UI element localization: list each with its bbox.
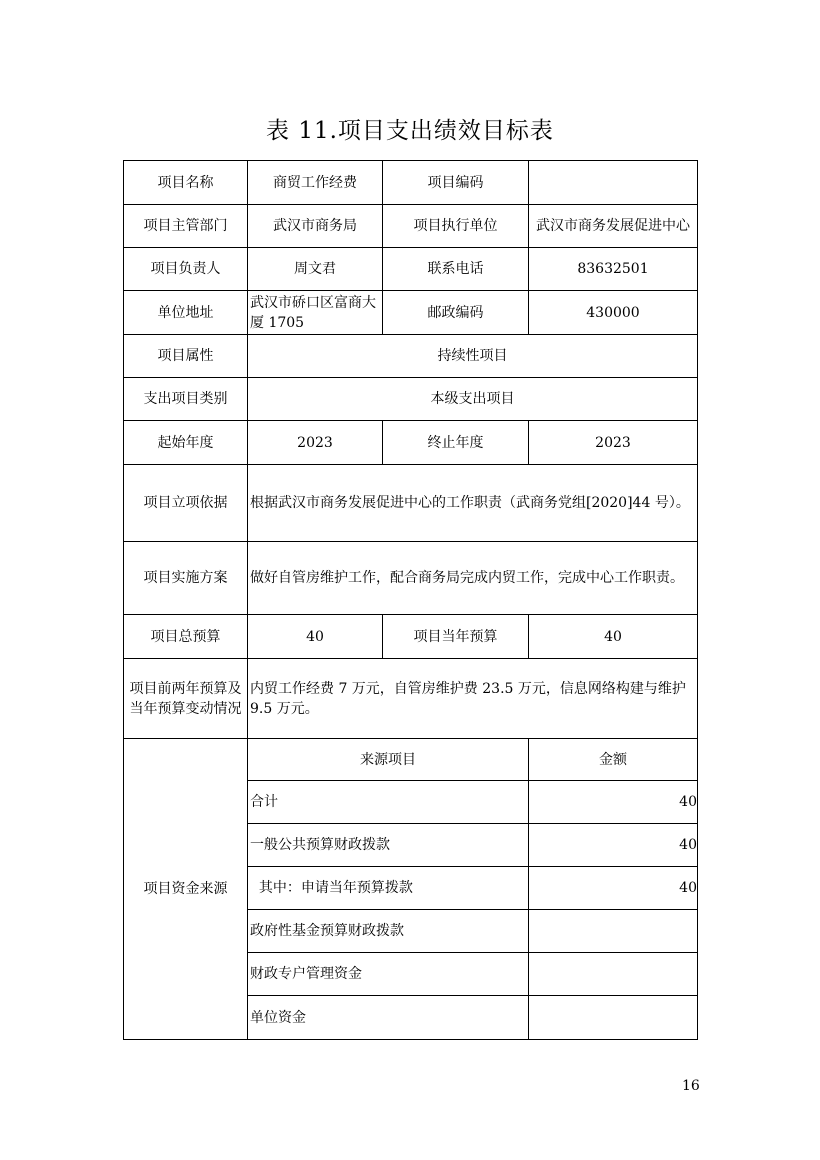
page-title: 表 11.项目支出绩效目标表 [266, 118, 554, 144]
project-name-label: 项目名称 [124, 161, 248, 205]
fund-amount [529, 910, 698, 953]
project-code-value [529, 161, 698, 205]
table-row [124, 248, 698, 291]
exec-unit-value: 武汉市商务发展促进中心 [529, 205, 698, 248]
dept-value: 武汉市商务局 [248, 205, 383, 248]
address-value: 武汉市硚口区富商大厦 1705 [248, 291, 383, 335]
attr-label: 项目属性 [124, 335, 248, 378]
table-row [124, 421, 698, 465]
fund-source: 其中：申请当年预算拨款 [248, 867, 529, 910]
fund-amount: 40 [529, 824, 698, 867]
postcode-value: 430000 [529, 291, 698, 335]
basis-value: 根据武汉市商务发展促进中心的工作职责（武商务党组[2020]44 号）。 [248, 465, 698, 542]
table-row [124, 615, 698, 659]
funds-header-row [124, 739, 698, 781]
fund-source: 财政专户管理资金 [248, 953, 529, 996]
plan-value: 做好自管房维护工作，配合商务局完成内贸工作，完成中心工作职责。 [248, 542, 698, 615]
plan-label: 项目实施方案 [124, 542, 248, 615]
budget-change-label: 项目前两年预算及当年预算变动情况 [124, 659, 248, 739]
fund-amount [529, 996, 698, 1040]
budget-change-value: 内贸工作经费 7 万元，自管房维护费 23.5 万元，信息网络构建与维护 9.5 万元。 [248, 659, 698, 739]
funds-label: 项目资金来源 [124, 739, 248, 1040]
end-year-label: 终止年度 [383, 421, 529, 465]
table-row [124, 378, 698, 421]
phone-label: 联系电话 [383, 248, 529, 291]
basis-label: 项目立项依据 [124, 465, 248, 542]
total-budget-label: 项目总预算 [124, 615, 248, 659]
project-code-label: 项目编码 [383, 161, 529, 205]
year-budget-label: 项目当年预算 [383, 615, 529, 659]
dept-label: 项目主管部门 [124, 205, 248, 248]
fund-source: 单位资金 [248, 996, 529, 1040]
fund-source: 一般公共预算财政拨款 [248, 824, 529, 867]
funds-header-amount: 金额 [529, 739, 698, 781]
leader-label: 项目负责人 [124, 248, 248, 291]
phone-value: 83632501 [529, 248, 698, 291]
funds-header-source: 来源项目 [248, 739, 529, 781]
fund-amount [529, 953, 698, 996]
table-row [124, 161, 698, 205]
fund-source: 合计 [248, 781, 529, 824]
fund-source: 政府性基金预算财政拨款 [248, 910, 529, 953]
table-row [124, 465, 698, 542]
exec-unit-label: 项目执行单位 [383, 205, 529, 248]
address-label: 单位地址 [124, 291, 248, 335]
postcode-label: 邮政编码 [383, 291, 529, 335]
category-label: 支出项目类别 [124, 378, 248, 421]
page-number: 16 [682, 1078, 700, 1094]
table-row [124, 205, 698, 248]
fund-amount: 40 [529, 781, 698, 824]
performance-target-table [123, 160, 698, 1040]
attr-value: 持续性项目 [248, 335, 698, 378]
table-row [124, 542, 698, 615]
table-row [124, 335, 698, 378]
category-value: 本级支出项目 [248, 378, 698, 421]
project-name-value: 商贸工作经费 [248, 161, 383, 205]
year-budget-value: 40 [529, 615, 698, 659]
table-row [124, 659, 698, 739]
end-year-value: 2023 [529, 421, 698, 465]
total-budget-value: 40 [248, 615, 383, 659]
fund-amount: 40 [529, 867, 698, 910]
start-year-label: 起始年度 [124, 421, 248, 465]
table-row [124, 291, 698, 335]
leader-value: 周文君 [248, 248, 383, 291]
start-year-value: 2023 [248, 421, 383, 465]
